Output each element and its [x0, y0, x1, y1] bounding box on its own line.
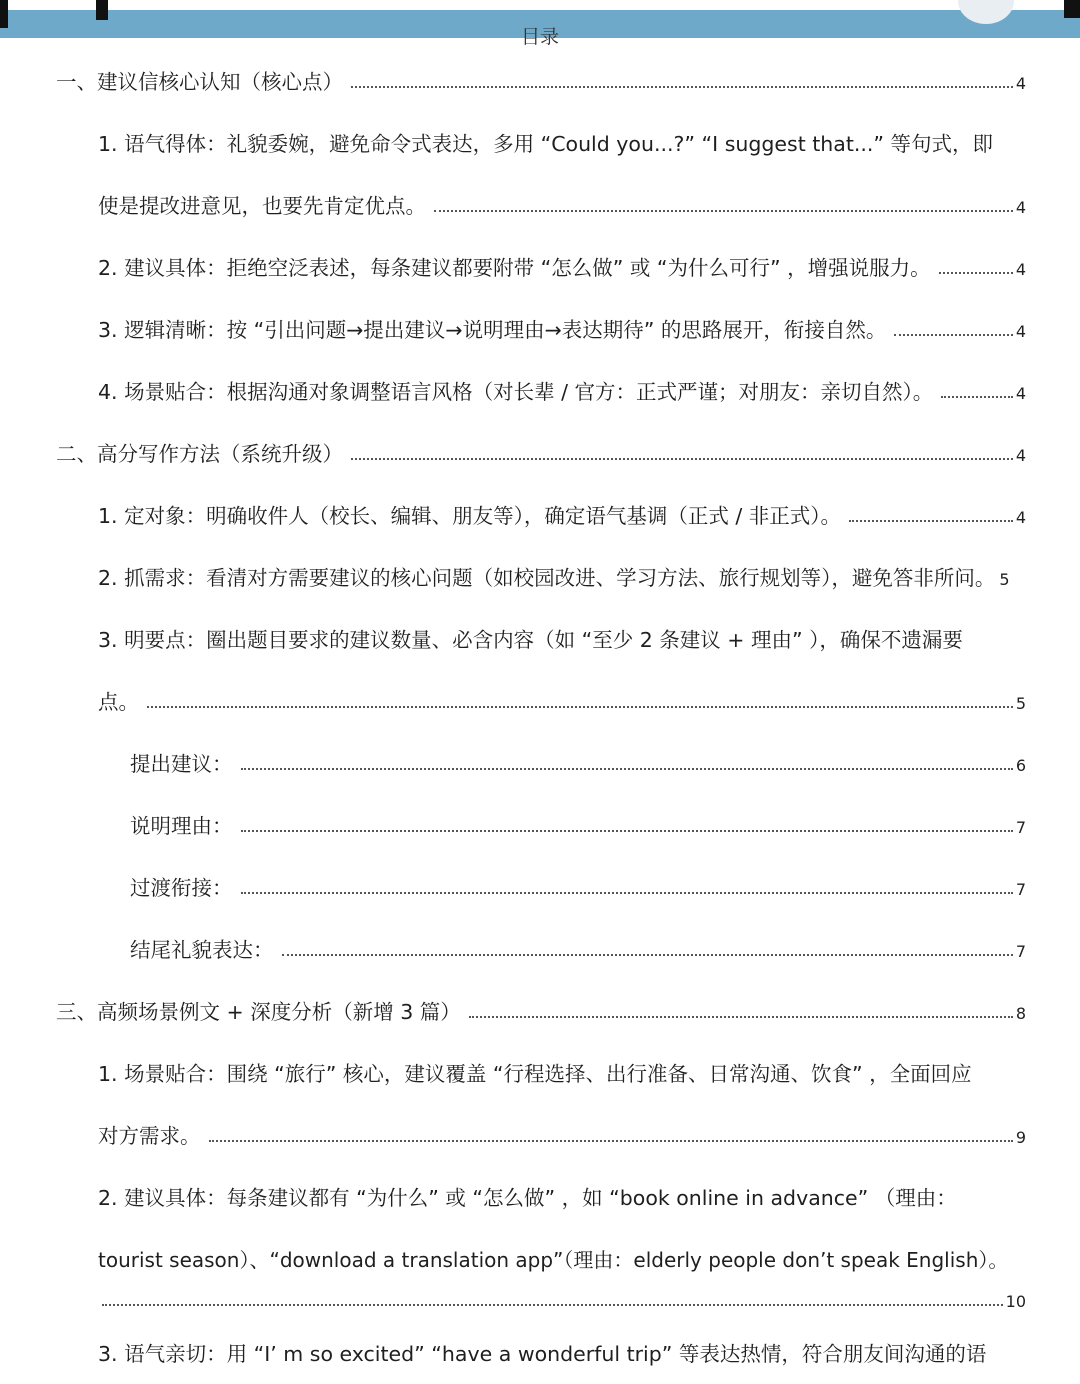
- toc-page-number: 4: [1015, 446, 1026, 465]
- toc-page-number: 4: [1015, 260, 1026, 279]
- toc-page-number: 4: [1015, 384, 1026, 403]
- toc-entry-text: 2. 建议具体：拒绝空泛表述，每条建议都要附带 “怎么做” 或 “为什么可行” ，增强说服力。: [98, 256, 931, 280]
- toc-entry-3-3-line1[interactable]: 3. 语气亲切：用 “I’ m so excited” “have a wonderful trip” 等表达热情，符合朋友间沟通的语: [98, 1342, 987, 1366]
- leader-dots: [351, 86, 1013, 88]
- toc-page-number: 9: [1015, 1128, 1026, 1147]
- toc-page-number: 5: [999, 570, 1010, 589]
- toc-entry-text: 1. 定对象：明确收件人（校长、编辑、朋友等），确定语气基调（正式 / 非正式）。: [98, 504, 842, 528]
- toc-entry-1-4[interactable]: [98, 378, 1026, 406]
- toc-entry-text: 三、高频场景例文 + 深度分析（新增 3 篇）: [56, 1000, 461, 1024]
- toc-page-number: 5: [1015, 694, 1026, 713]
- toc-entry-text: 对方需求。: [98, 1124, 201, 1148]
- toc-entry-text: 过渡衔接：: [130, 876, 233, 900]
- toc-page-number: 8: [1015, 1004, 1026, 1023]
- toc-entry-3-1-line1[interactable]: 1. 场景贴合：围绕 “旅行” 核心，建议覆盖 “行程选择、出行准备、日常沟通、饮食” ，全面回应: [98, 1062, 972, 1086]
- toc-entry-text: 提出建议：: [130, 752, 233, 776]
- toc-entry-polite-closing[interactable]: [130, 936, 1026, 964]
- toc-entry-text: 二、高分写作方法（系统升级）: [56, 442, 343, 466]
- toc-entry-2-3[interactable]: [98, 688, 1026, 716]
- decoration-bar: [96, 0, 108, 20]
- toc-entry-text: 使是提改进意见，也要先肯定优点。: [98, 194, 426, 218]
- toc-page-number: 4: [1015, 322, 1026, 341]
- toc-entry-1-1[interactable]: [98, 192, 1026, 220]
- leader-dots: [894, 334, 1012, 336]
- leader-dots: [209, 1140, 1013, 1142]
- leader-dots: [241, 768, 1013, 770]
- leader-dots: [939, 272, 1013, 274]
- toc-entry-text: 点。: [98, 690, 139, 714]
- toc-entry-text: 结尾礼貌表达：: [130, 938, 274, 962]
- toc-page-number: 4: [1015, 74, 1026, 93]
- toc-entry-3-1[interactable]: [98, 1122, 1026, 1150]
- decoration-bar: [1064, 0, 1080, 18]
- toc-entry-3-2[interactable]: [102, 1292, 1026, 1314]
- toc-entry-explain-reasons[interactable]: [130, 812, 1026, 840]
- leader-dots: [241, 892, 1013, 894]
- leader-dots: [469, 1016, 1013, 1018]
- toc-entry-text: 2. 抓需求：看清对方需要建议的核心问题（如校园改进、学习方法、旅行规划等），避免答非所问。: [98, 566, 996, 590]
- toc-entry-1-3[interactable]: [98, 316, 1026, 344]
- leader-dots: [351, 458, 1013, 460]
- toc-entry-section-3[interactable]: [56, 998, 1026, 1026]
- toc-entry-2-1[interactable]: [98, 502, 1026, 530]
- toc-entry-2-3-line1[interactable]: 3. 明要点：圈出题目要求的建议数量、必含内容（如 “至少 2 条建议 + 理由” ），确保不遗漏要: [98, 628, 963, 652]
- toc-page-number: 7: [1015, 942, 1026, 961]
- toc-entry-text: 说明理由：: [130, 814, 233, 838]
- page-title: 目录: [520, 26, 559, 48]
- toc-page-number: 4: [1015, 198, 1026, 217]
- leader-dots: [241, 830, 1013, 832]
- toc-page-number: 6: [1015, 756, 1026, 775]
- leader-dots: [849, 520, 1013, 522]
- toc-entry-1-2[interactable]: [98, 254, 1026, 282]
- leader-dots: [434, 210, 1013, 212]
- leader-dots: [941, 396, 1013, 398]
- toc-entry-3-2-line1[interactable]: 2. 建议具体：每条建议都有 “为什么” 或 “怎么做” ，如 “book online in advance” （理由：: [98, 1186, 957, 1210]
- toc-page-number: 7: [1015, 818, 1026, 837]
- leader-dots: [147, 706, 1013, 708]
- toc-entry-3-2-line2[interactable]: tourist season）、“download a translation app”（理由：elderly people don’t speak English）。: [98, 1248, 1009, 1272]
- toc-entry-2-2[interactable]: [98, 564, 1036, 592]
- leader-dots: [102, 1304, 1003, 1306]
- toc-entry-section-2[interactable]: [56, 440, 1026, 468]
- toc-entry-text: 3. 逻辑清晰：按 “引出问题→提出建议→说明理由→表达期待” 的思路展开，衔接自然。: [98, 318, 887, 342]
- toc-page-number: 7: [1015, 880, 1026, 899]
- toc-entry-1-1-line1[interactable]: 1. 语气得体：礼貌委婉，避免命令式表达，多用 “Could you...?” “I suggest that...” 等句式，即: [98, 132, 994, 156]
- toc-entry-text: 4. 场景贴合：根据沟通对象调整语言风格（对长辈 / 官方：正式严谨；对朋友：亲切自然）。: [98, 380, 934, 404]
- leader-dots: [282, 954, 1013, 956]
- toc-page-number: 4: [1015, 508, 1026, 527]
- toc-entry-text: 一、建议信核心认知（核心点）: [56, 70, 343, 94]
- toc-entry-transitions[interactable]: [130, 874, 1026, 902]
- toc-entry-section-1[interactable]: [56, 68, 1026, 96]
- toc-page-number: 10: [1005, 1292, 1026, 1311]
- toc-entry-propose-suggestions[interactable]: [130, 750, 1026, 778]
